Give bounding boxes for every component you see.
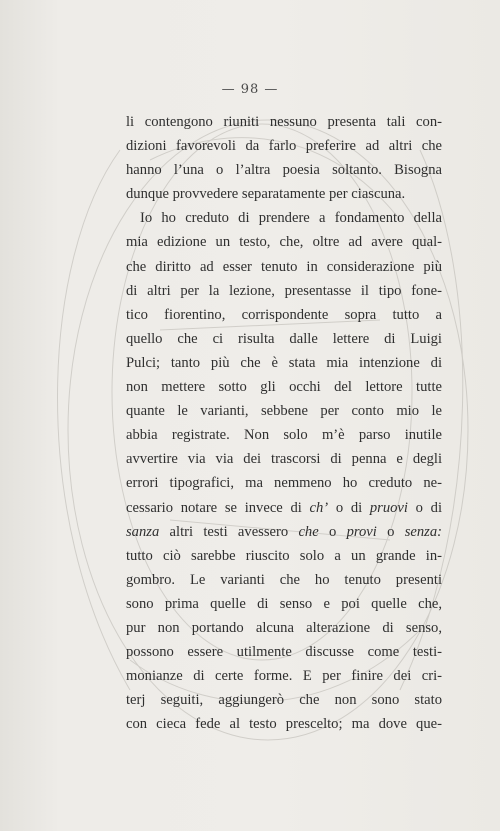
text-run: cessario notare se invece di	[126, 499, 310, 516]
text-run: sono prima quelle di senso e poi quelle che,	[126, 595, 442, 612]
text-line	[126, 206, 442, 230]
text-line	[126, 640, 442, 664]
text-run: li contengono riuniti nessuno presenta tali con-	[126, 114, 442, 130]
text-line	[126, 688, 442, 712]
text-run: altri testi avessero	[159, 523, 299, 540]
text-line	[126, 664, 442, 688]
text-line	[126, 255, 442, 279]
text-line	[126, 423, 442, 447]
text-run: dunque provvedere separatamente per ciascuna.	[126, 186, 406, 203]
text-run: o	[318, 523, 347, 540]
text-line	[126, 375, 442, 399]
text-run: che diritto ad esser tenuto in considerazione più	[126, 258, 442, 275]
text-run: non mettere sotto gli occhi del lettore tutte	[126, 379, 442, 396]
text-line	[126, 616, 442, 640]
italic-word: senza:	[404, 523, 442, 540]
text-run: o di	[407, 499, 442, 516]
text-line	[126, 279, 442, 303]
text-run: gombro. Le varianti che ho tenuto presenti	[126, 571, 442, 588]
text-run: o	[376, 523, 405, 540]
text-run: errori tipografici, ma nemmeno ho creduto ne-	[126, 475, 442, 492]
text-line	[126, 399, 442, 423]
body-text	[126, 110, 442, 736]
text-line	[126, 351, 442, 375]
italic-word: sanza	[126, 523, 160, 540]
text-run: tico fiorentino, corrispondente sopra tutto a	[126, 306, 442, 323]
page-number: — 98 —	[221, 82, 279, 97]
text-run: Io ho creduto di prendere a fondamento della	[140, 210, 442, 227]
text-line	[126, 447, 442, 471]
text-run: terj seguiti, aggiungerò che non sono stato	[126, 692, 442, 709]
text-run: pur non portando alcuna alterazione di senso,	[126, 619, 442, 636]
text-run: o di	[328, 499, 370, 516]
text-run: quante le varianti, sebbene per conto mio le	[126, 403, 442, 420]
text-line	[126, 471, 442, 495]
text-line	[126, 230, 442, 254]
text-line	[126, 544, 442, 568]
text-run: di altri per la lezione, presentasse il tipo fone-	[126, 282, 442, 299]
text-run: avvertire via via dei trascorsi di penna e degli	[126, 451, 442, 468]
text-line	[126, 712, 442, 736]
italic-word: pruovi	[369, 499, 408, 516]
text-line	[126, 496, 442, 520]
text-run: mia edizione un testo, che, oltre ad avere qual-	[126, 234, 442, 251]
text-run: con cieca fede al testo prescelto; ma dove que-	[126, 716, 442, 733]
text-run: monianze di certe forme. E per finire dei cri-	[126, 668, 442, 685]
text-run: quello che ci risulta dalle lettere di Luigi	[126, 330, 442, 347]
text-line	[126, 568, 442, 592]
italic-word: ch’	[309, 499, 329, 516]
italic-word: che	[298, 523, 319, 540]
text-line	[126, 520, 442, 544]
text-run: hanno l’una o l’altra poesia soltanto. Bisogna	[126, 162, 442, 179]
text-run: Pulci; tanto più che è stata mia intenzione di	[126, 354, 442, 371]
italic-word: provi	[346, 523, 377, 540]
text-run: tutto ciò sarebbe riuscito solo a un grande in-	[126, 547, 442, 564]
text-line	[126, 158, 442, 182]
text-line	[126, 110, 442, 134]
text-run: possono essere utilmente discusse come testi-	[126, 644, 442, 661]
text-line	[126, 134, 442, 158]
text-run: dizioni favorevoli da farlo preferire ad altri che	[126, 138, 442, 155]
text-line	[126, 592, 442, 616]
text-line	[126, 327, 442, 351]
text-run: abbia registrate. Non solo m’è parso inutile	[126, 427, 442, 444]
text-line	[126, 182, 442, 206]
text-line	[126, 303, 442, 327]
